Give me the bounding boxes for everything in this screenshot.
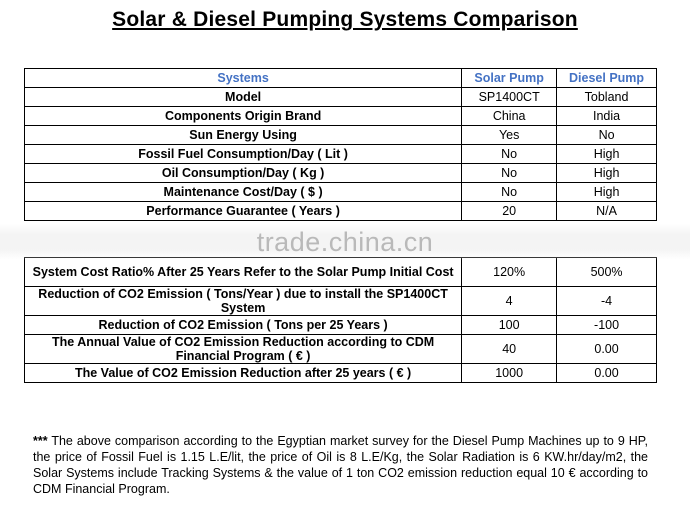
- table-row: [25, 364, 657, 383]
- row-label: Oil Consumption/Day ( Kg ): [25, 164, 462, 183]
- solar-value: 120%: [462, 258, 557, 287]
- header-systems: Systems: [25, 69, 462, 88]
- diesel-value: Tobland: [557, 88, 657, 107]
- solar-value: 20: [462, 202, 557, 221]
- row-label: The Annual Value of CO2 Emission Reduction according to CDM Financial Program ( € ): [25, 335, 462, 364]
- row-label: Performance Guarantee ( Years ): [25, 202, 462, 221]
- table-row: [25, 126, 657, 145]
- watermark-text: trade.china.cn: [256, 227, 434, 257]
- solar-value: China: [462, 107, 557, 126]
- solar-value: No: [462, 164, 557, 183]
- row-label: Maintenance Cost/Day ( $ ): [25, 183, 462, 202]
- watermark-banner: [0, 224, 690, 260]
- diesel-value: High: [557, 145, 657, 164]
- footnote: [33, 433, 648, 497]
- solar-value: Yes: [462, 126, 557, 145]
- solar-value: 4: [462, 287, 557, 316]
- table-row: [25, 183, 657, 202]
- row-label: System Cost Ratio% After 25 Years Refer to the Solar Pump Initial Cost: [25, 258, 462, 287]
- table-row: [25, 88, 657, 107]
- row-label: Fossil Fuel Consumption/Day ( Lit ): [25, 145, 462, 164]
- solar-value: 100: [462, 316, 557, 335]
- diesel-value: High: [557, 183, 657, 202]
- diesel-value: 500%: [557, 258, 657, 287]
- diesel-value: -4: [557, 287, 657, 316]
- diesel-value: -100: [557, 316, 657, 335]
- footnote-text: The above comparison according to the Egyptian market survey for the Diesel Pump Machines up to 9 HP, the price of Fossil Fuel is 1.15 L.E/lit, the price of Oil is 8 L.E/Kg, the Solar Radiation is 6 KW.hr/day/m2, the Solar Systems include Tracking Systems & the value of 1 ton CO2 emission reduction equal 10 € according to CDM Financial Program.: [33, 434, 648, 496]
- diesel-value: No: [557, 126, 657, 145]
- row-label: Sun Energy Using: [25, 126, 462, 145]
- table-row: [25, 316, 657, 335]
- page-title: Solar & Diesel Pumping Systems Comparison: [112, 8, 578, 31]
- footnote-marker: ***: [33, 434, 48, 448]
- table-row: [25, 107, 657, 126]
- diesel-value: N/A: [557, 202, 657, 221]
- diesel-value: India: [557, 107, 657, 126]
- table-header-row: [25, 69, 657, 88]
- row-label: Model: [25, 88, 462, 107]
- header-solar-pump: Solar Pump: [462, 69, 557, 88]
- solar-value: SP1400CT: [462, 88, 557, 107]
- solar-value: No: [462, 145, 557, 164]
- solar-value: 1000: [462, 364, 557, 383]
- table-row: [25, 202, 657, 221]
- table-row: [25, 164, 657, 183]
- table-row: [25, 287, 657, 316]
- row-label: Components Origin Brand: [25, 107, 462, 126]
- table-row: [25, 258, 657, 287]
- table-row: [25, 335, 657, 364]
- table-row: [25, 145, 657, 164]
- diesel-value: High: [557, 164, 657, 183]
- row-label: Reduction of CO2 Emission ( Tons/Year ) due to install the SP1400CT System: [25, 287, 462, 316]
- row-label: Reduction of CO2 Emission ( Tons per 25 Years ): [25, 316, 462, 335]
- solar-value: No: [462, 183, 557, 202]
- solar-value: 40: [462, 335, 557, 364]
- diesel-value: 0.00: [557, 364, 657, 383]
- header-diesel-pump: Diesel Pump: [557, 69, 657, 88]
- diesel-value: 0.00: [557, 335, 657, 364]
- row-label: The Value of CO2 Emission Reduction after 25 years ( € ): [25, 364, 462, 383]
